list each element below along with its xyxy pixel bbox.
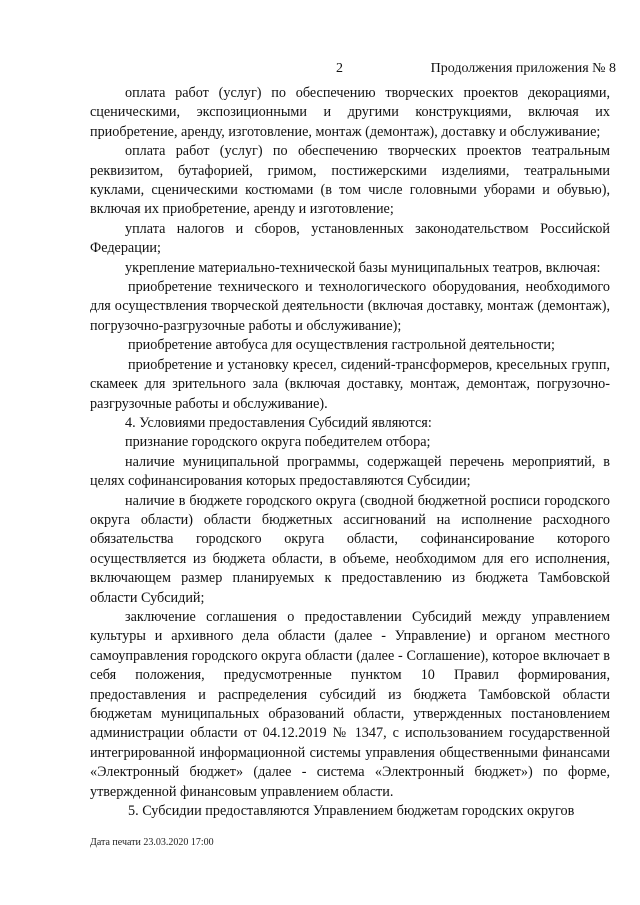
appendix-note: Продолжения приложения № 8 <box>430 61 616 76</box>
paragraph: приобретение и установку кресел, сидений-трансформеров, кресельных групп, скамеек для зрительного зала (включая доставку, монтаж, демонтаж, погрузочно-разгрузочные работы и обслуживание). <box>90 356 610 412</box>
paragraph: 5. Субсидии предоставляются Управлением бюджетам городских округов <box>128 803 575 820</box>
page-number: 2 <box>336 61 343 76</box>
document-body <box>90 84 610 821</box>
paragraph: укрепление материально-технической базы муниципальных театров, включая: <box>125 259 601 276</box>
paragraph: оплата работ (услуг) по обеспечению творческих проектов декорациями, сценическими, экспозиционными и другими конструкциями, включая их приобретение, аренду, изготовление, монтаж (демонтаж), доставку и обслуживание; <box>90 85 610 140</box>
paragraph: признание городского округа победителем отбора; <box>125 434 431 451</box>
paragraph: приобретение автобуса для осуществления гастрольной деятельности; <box>128 337 555 354</box>
paragraph: заключение соглашения о предоставлении Субсидий между управлением культуры и архивного дела области (далее - Управление) и органом местного самоуправления городского округа области (далее - Соглашение), которое включает в себя положения, предусмотренные пунктом 10 Правил формирования, предоставления и распределения субсидий из бюджета Тамбовской области бюджетам муниципальных образований области, утвержденных постановлением администрации области от 04.12.2019 № 1347, с использованием государственной интегрированной информационной системы управления общественными финансами «Электронный бюджет» (далее - система «Электронный бюджет») по форме, утвержденной финансовым управлением области. <box>90 608 610 800</box>
paragraph: уплата налогов и сборов, установленных законодательством Российской Федерации; <box>90 220 610 257</box>
paragraph: оплата работ (услуг) по обеспечению творческих проектов театральным реквизитом, бутафорией, гримом, постижерскими изделиями, театральными куклами, сценическими костюмами (в том числе головными уборами и обувью), включая их приобретение, аренду и изготовление; <box>90 143 610 218</box>
paragraph: 4. Условиями предоставления Субсидий являются: <box>125 414 432 431</box>
paragraph: наличие муниципальной программы, содержащей перечень мероприятий, в целях софинансирования которых предоставляются Субсидии; <box>90 453 610 490</box>
paragraph: приобретение технического и технологического оборудования, необходимого для осуществления творческой деятельности (включая доставку, монтаж (демонтаж), погрузочно-разгрузочные работы и обслуживание); <box>90 279 610 334</box>
print-date: Дата печати 23.03.2020 17:00 <box>90 837 214 848</box>
paragraph: наличие в бюджете городского округа (сводной бюджетной росписи городского округа области) области бюджетных ассигнований на исполнение расходного обязательства городского округа области, софинансирование которого осуществляется из бюджета области, в объеме, необходимом для его исполнения, включающем размер планируемых к предоставлению из бюджета Тамбовской области Субсидий; <box>90 492 610 606</box>
